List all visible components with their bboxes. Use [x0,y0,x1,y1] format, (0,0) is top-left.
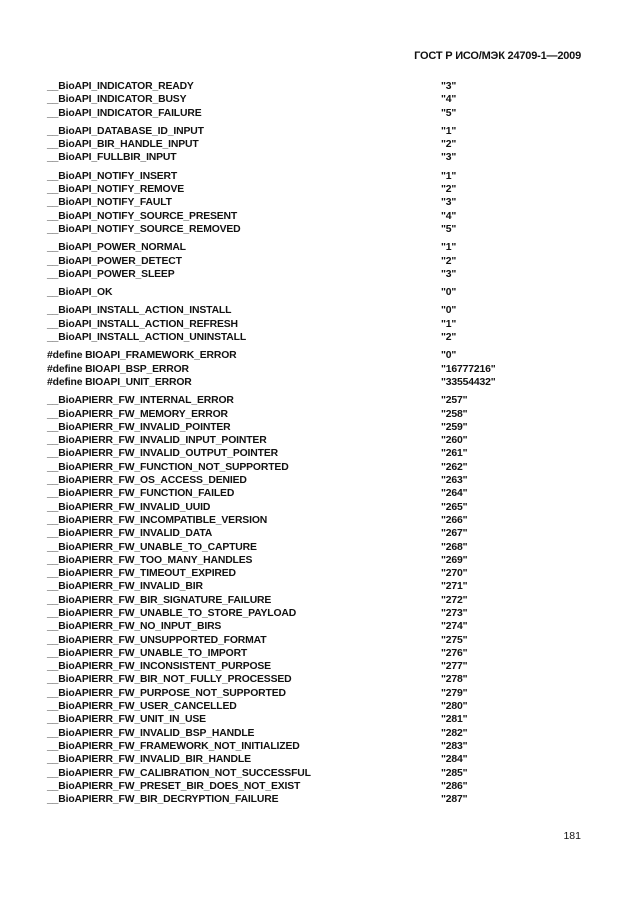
constant-name: __BioAPI_NOTIFY_REMOVE [47,184,185,196]
constant-value: "262" [441,461,468,473]
constant-name: __BioAPIERR_FW_NO_INPUT_BIRS [47,621,222,633]
constant-row [47,554,567,567]
constant-value: "286" [441,780,468,792]
constant-name: __BioAPI_POWER_SLEEP [47,268,175,280]
constant-value: "1" [441,318,457,330]
constant-name: __BioAPIERR_FW_UNSUPPORTED_FORMAT [47,634,267,646]
constant-row [47,700,567,713]
constant-name: __BioAPIERR_FW_MEMORY_ERROR [47,408,228,420]
constant-row [47,304,567,317]
constant-value: "283" [441,740,468,752]
constant-row [47,318,567,331]
constant-value: "279" [441,687,468,699]
constant-value: "287" [441,794,468,806]
constant-row [47,713,567,726]
constant-row [47,286,567,299]
constant-value: "278" [441,674,468,686]
constant-name: __BioAPI_INSTALL_ACTION_UNINSTALL [47,332,247,344]
constant-name: __BioAPI_FULLBIR_INPUT [47,152,177,164]
constant-row [47,107,567,120]
constant-row [47,740,567,753]
constant-row [47,255,567,268]
constant-name: __BioAPI_NOTIFY_SOURCE_REMOVED [47,223,241,235]
constant-row [47,268,567,281]
constant-group [47,394,567,806]
constant-name: __BioAPIERR_FW_UNIT_IN_USE [47,714,206,726]
constant-row [47,634,567,647]
constant-row [47,331,567,344]
constant-value: "274" [441,621,468,633]
constant-row [47,647,567,660]
constant-name: __BioAPIERR_FW_PURPOSE_NOT_SUPPORTED [47,687,286,699]
constant-group [47,286,567,299]
constant-name: __BioAPIERR_FW_INVALID_UUID [47,501,211,513]
constant-name: __BioAPI_INDICATOR_BUSY [47,94,187,106]
constant-name: __BioAPIERR_FW_FRAMEWORK_NOT_INITIALIZED [47,740,300,752]
constant-group [47,80,567,120]
constant-row [47,474,567,487]
constant-name: __BioAPIERR_FW_INVALID_OUTPUT_POINTER [47,448,278,460]
constant-name: __BioAPI_BIR_HANDLE_INPUT [47,139,199,151]
constant-name: __BioAPI_NOTIFY_FAULT [47,197,172,209]
constant-name: __BioAPIERR_FW_USER_CANCELLED [47,701,237,713]
constant-row [47,727,567,740]
constant-name: __BioAPIERR_FW_UNABLE_TO_CAPTURE [47,541,257,553]
constant-row [47,780,567,793]
constant-name: __BioAPIERR_FW_INVALID_BIR [47,581,203,593]
constant-group [47,304,567,344]
constant-name: __BioAPIERR_FW_UNABLE_TO_STORE_PAYLOAD [47,607,297,619]
constant-row [47,487,567,500]
constant-name: __BioAPI_OK [47,287,113,299]
constant-value: "257" [441,395,468,407]
constant-name: __BioAPIERR_FW_FUNCTION_NOT_SUPPORTED [47,461,289,473]
constant-row [47,594,567,607]
constant-group [47,241,567,281]
constant-row [47,80,567,93]
constant-name: __BioAPIERR_FW_BIR_SIGNATURE_FAILURE [47,594,272,606]
constant-value: "4" [441,210,457,222]
constant-row [47,196,567,209]
constant-row [47,461,567,474]
constant-group [47,349,567,389]
constant-value: "2" [441,332,457,344]
constant-row [47,541,567,554]
constant-value: "282" [441,727,468,739]
constant-name: __BioAPIERR_FW_INVALID_DATA [47,528,213,540]
constant-value: "3" [441,197,457,209]
constant-value: "277" [441,661,468,673]
constant-row [47,170,567,183]
constant-row [47,394,567,407]
constant-row [47,421,567,434]
constant-row [47,125,567,138]
constant-value: "3" [441,81,457,92]
constant-value: "1" [441,170,457,182]
constant-value: "269" [441,554,468,566]
constant-row [47,349,567,362]
constant-name: __BioAPI_INSTALL_ACTION_REFRESH [47,318,238,330]
constant-name: __BioAPIERR_FW_INTERNAL_ERROR [47,395,234,407]
constant-value: "260" [441,435,468,447]
constant-name: __BioAPIERR_FW_OS_ACCESS_DENIED [47,475,247,487]
constant-listing [47,80,567,811]
constant-row [47,434,567,447]
constant-value: "0" [441,305,457,317]
constant-value: "16777216" [441,363,496,375]
constant-name: __BioAPI_INSTALL_ACTION_INSTALL [47,305,232,317]
constant-row [47,93,567,106]
constant-value: "265" [441,501,468,513]
constant-value: "258" [441,408,468,420]
constant-value: "268" [441,541,468,553]
constant-value: "2" [441,139,457,151]
constant-row [47,660,567,673]
constant-group [47,170,567,236]
constant-row [47,793,567,806]
constant-value: "280" [441,701,468,713]
constant-value: "259" [441,421,468,433]
page-number: 181 [563,830,581,842]
constant-name: __BioAPI_NOTIFY_INSERT [47,170,178,182]
constant-value: "263" [441,475,468,487]
page-header: ГОСТ Р ИСО/МЭК 24709-1—2009 [414,50,581,62]
constant-name: __BioAPI_DATABASE_ID_INPUT [47,125,204,137]
constant-value: "281" [441,714,468,726]
constant-value: "5" [441,107,457,119]
constant-name: __BioAPIERR_FW_FUNCTION_FAILED [47,488,235,500]
constant-value: "272" [441,594,468,606]
constant-value: "2" [441,255,457,267]
constant-row [47,183,567,196]
constant-row [47,567,567,580]
constant-row [47,223,567,236]
constant-row [47,514,567,527]
constant-row [47,447,567,460]
constant-name: #define BIOAPI_UNIT_ERROR [47,376,192,388]
constant-name: __BioAPIERR_FW_UNABLE_TO_IMPORT [47,647,248,659]
constant-value: "266" [441,514,468,526]
constant-value: "2" [441,184,457,196]
constant-row [47,687,567,700]
constant-value: "0" [441,350,457,362]
constant-name: __BioAPI_POWER_DETECT [47,255,182,267]
constant-row [47,241,567,254]
constant-value: "276" [441,647,468,659]
constant-value: "1" [441,125,457,137]
constant-name: __BioAPIERR_FW_INVALID_BIR_HANDLE [47,754,251,766]
constant-value: "264" [441,488,468,500]
constant-name: __BioAPIERR_FW_BIR_DECRYPTION_FAILURE [47,794,279,806]
constant-row [47,151,567,164]
constant-value: "261" [441,448,468,460]
constant-group [47,125,567,165]
constant-name: __BioAPI_INDICATOR_FAILURE [47,107,202,119]
constant-value: "285" [441,767,468,779]
constant-row [47,527,567,540]
constant-name: #define BIOAPI_FRAMEWORK_ERROR [47,350,237,362]
constant-row [47,767,567,780]
constant-name: __BioAPIERR_FW_BIR_NOT_FULLY_PROCESSED [47,674,292,686]
constant-row [47,753,567,766]
constant-value: "270" [441,568,468,580]
constant-name: #define BIOAPI_BSP_ERROR [47,363,189,375]
constant-name: __BioAPIERR_FW_INVALID_POINTER [47,421,231,433]
constant-name: __BioAPIERR_FW_INVALID_INPUT_POINTER [47,435,267,447]
constant-row [47,210,567,223]
constant-value: "284" [441,754,468,766]
constant-value: "273" [441,607,468,619]
constant-name: __BioAPIERR_FW_TIMEOUT_EXPIRED [47,568,236,580]
constant-row [47,376,567,389]
constant-value: "1" [441,242,457,254]
constant-name: __BioAPIERR_FW_INCOMPATIBLE_VERSION [47,514,268,526]
constant-row [47,138,567,151]
constant-name: __BioAPIERR_FW_PRESET_BIR_DOES_NOT_EXIST [47,780,301,792]
constant-name: __BioAPIERR_FW_TOO_MANY_HANDLES [47,554,253,566]
constant-name: __BioAPIERR_FW_INCONSISTENT_PURPOSE [47,661,271,673]
constant-value: "0" [441,287,457,299]
constant-value: "267" [441,528,468,540]
constant-value: "5" [441,223,457,235]
constant-value: "33554432" [441,376,496,388]
constant-value: "3" [441,152,457,164]
constant-name: __BioAPI_POWER_NORMAL [47,242,186,254]
constant-value: "275" [441,634,468,646]
constant-row [47,673,567,686]
constant-name: __BioAPIERR_FW_CALIBRATION_NOT_SUCCESSFUL [47,767,311,779]
constant-value: "4" [441,94,457,106]
constant-row [47,580,567,593]
constant-value: "271" [441,581,468,593]
constant-name: __BioAPI_NOTIFY_SOURCE_PRESENT [47,210,238,222]
constant-row [47,501,567,514]
constant-row [47,363,567,376]
constant-row [47,607,567,620]
constant-value: "3" [441,268,457,280]
constant-row [47,620,567,633]
constant-name: __BioAPIERR_FW_INVALID_BSP_HANDLE [47,727,255,739]
constant-name: __BioAPI_INDICATOR_READY [47,81,194,92]
constant-row [47,408,567,421]
